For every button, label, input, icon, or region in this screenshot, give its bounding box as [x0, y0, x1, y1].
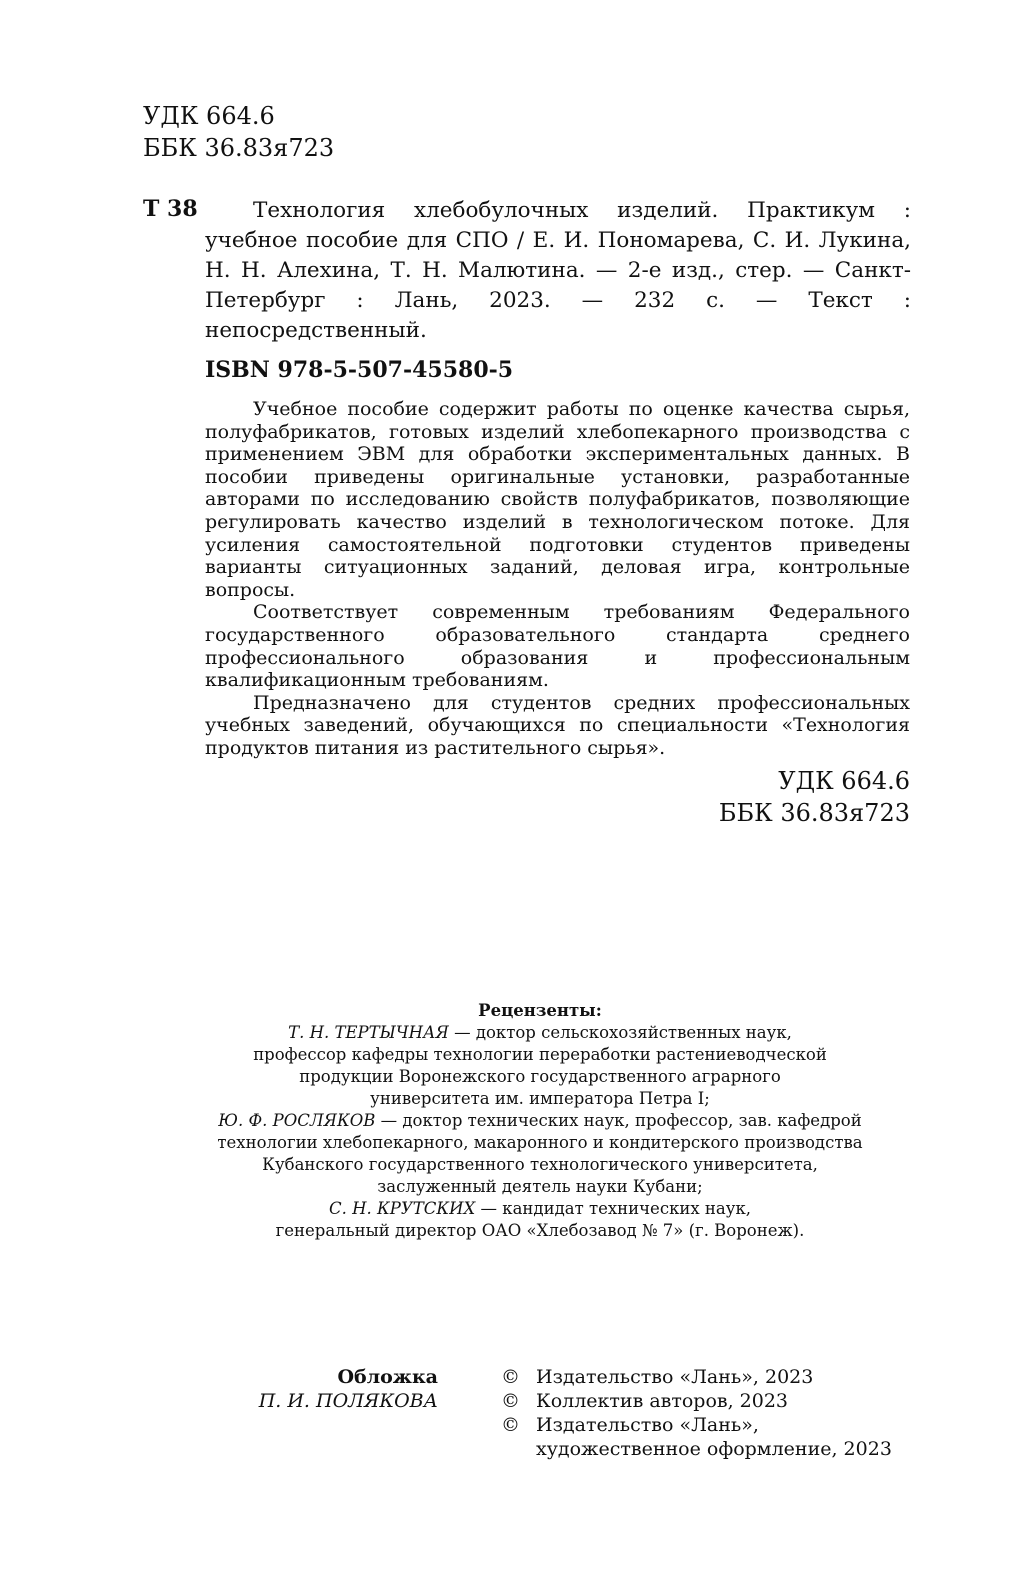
copyright-icon: © [501, 1414, 520, 1436]
reviewer-detail: — кандидат технических наук, [475, 1199, 752, 1218]
udk-code-bottom: УДК 664.6 [778, 767, 910, 795]
author-sign-code: Т 38 [143, 196, 198, 222]
reviewer-2 [190, 1110, 890, 1198]
reviewer-detail: Кубанского государственного технологического университета, [262, 1155, 818, 1174]
reviewer-detail: технологии хлебопекарного, макаронного и кондитерского производства [217, 1133, 863, 1152]
reviewer-detail: университета им. императора Петра I; [370, 1089, 710, 1108]
cover-artist: П. И. ПОЛЯКОВА [258, 1390, 438, 1412]
copyright-text [536, 1413, 892, 1461]
bbk-code-bottom: ББК 36.83я723 [718, 799, 910, 827]
isbn: ISBN 978-5-507-45580-5 [205, 357, 514, 383]
reviewer-1 [190, 1022, 890, 1110]
reviewer-detail: продукции Воронежского государственного аграрного [299, 1067, 781, 1086]
udk-code-top: УДК 664.6 [143, 102, 275, 130]
copyright-text-part: Издательство «Лань», [536, 1414, 759, 1436]
copyright-block [501, 1365, 892, 1461]
annotation-paragraph: Соответствует современным требованиям Федерального государственного образовательного стандарта среднего профессионального образования и профессиональным квалификационным требованиям. [205, 601, 910, 692]
annotation [205, 398, 910, 760]
copyright-text-part: художественное оформление, 2023 [536, 1438, 892, 1460]
copyright-line [501, 1365, 892, 1389]
copyright-line [501, 1413, 892, 1461]
copyright-text: Издательство «Лань», 2023 [536, 1366, 814, 1388]
reviewer-detail: заслуженный деятель науки Кубани; [377, 1177, 703, 1196]
reviewer-name: Т. Н. ТЕРТЫЧНАЯ [288, 1023, 449, 1042]
copyright-icon: © [501, 1366, 520, 1388]
bbk-code-top: ББК 36.83я723 [143, 134, 335, 162]
cover-credit [200, 1365, 438, 1413]
copyright-icon: © [501, 1390, 520, 1412]
udk-bbk-header [143, 100, 334, 164]
copyright-text: Коллектив авторов, 2023 [536, 1390, 789, 1412]
reviewer-detail: — доктор сельскохозяйственных наук, [448, 1023, 792, 1042]
reviewers-block [190, 1000, 890, 1242]
reviewer-3 [190, 1198, 890, 1242]
copyright-line [501, 1389, 892, 1413]
reviewer-detail: профессор кафедры технологии переработки растениеводческой [253, 1045, 827, 1064]
reviewer-detail: генеральный директор ОАО «Хлебозавод № 7» (г. Воронеж). [275, 1221, 805, 1240]
reviewer-detail: — доктор технических наук, профессор, зав. кафедрой [375, 1111, 862, 1130]
annotation-paragraph: Учебное пособие содержит работы по оценке качества сырья, полуфабрикатов, готовых изделий хлебопекарного производства с применением ЭВМ для обработки экспериментальных данных. В пособии приведены оригинальные установки, разработанные авторами по исследованию свойств полуфабрикатов, позволяющие регулировать качество изделий в технологическом потоке. Для усиления самостоятельной подготовки студентов приведены варианты ситуационных заданий, деловая игра, контрольные вопросы. [205, 398, 910, 601]
bibliographic-description: Технология хлебобулочных изделий. Практикум : учебное пособие для СПО / Е. И. Пономарева, С. И. Лукина, Н. Н. Алехина, Т. Н. Малютина. — 2-е изд., стер. — Санкт-Петербург : Лань, 2023. — 232 с. — Текст : непосредственный. [205, 198, 911, 343]
reviewer-name: Ю. Ф. РОСЛЯКОВ [218, 1111, 376, 1130]
cover-label: Обложка [337, 1366, 438, 1388]
udk-bbk-footer [719, 765, 910, 829]
reviewer-name: С. Н. КРУТСКИХ [328, 1199, 476, 1218]
annotation-paragraph: Предназначено для студентов средних профессиональных учебных заведений, обучающихся по специальности «Технология продуктов питания из растительного сырья». [205, 691, 910, 759]
reviewers-heading: Рецензенты: [478, 1001, 602, 1020]
